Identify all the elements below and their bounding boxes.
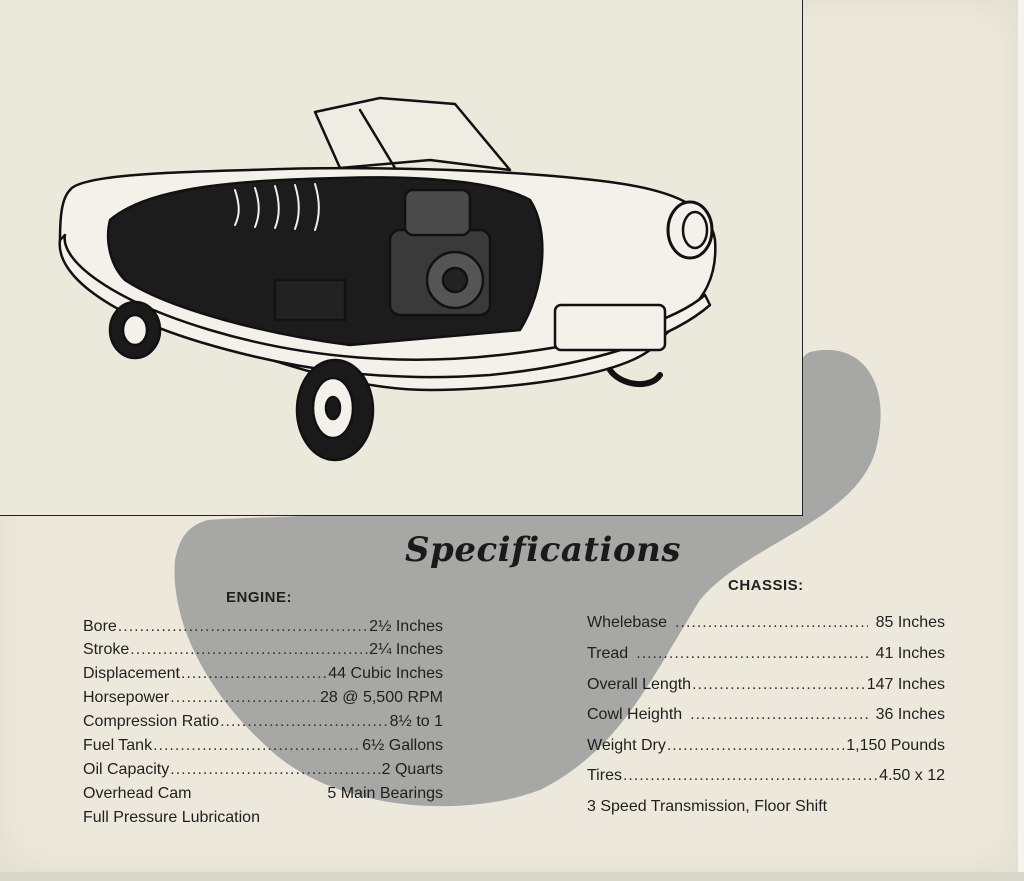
chassis-footer: 3 Speed Transmission, Floor Shift xyxy=(587,798,828,815)
spec-label: Displacement xyxy=(83,665,180,682)
leader-dots xyxy=(690,706,867,724)
spec-value: 147 Inches xyxy=(866,676,945,693)
spec-value: 4.50 x 12 xyxy=(879,767,945,784)
cutaway-car-illustration xyxy=(50,90,730,470)
engine-heading: ENGINE: xyxy=(226,589,293,606)
leader-dots xyxy=(153,737,361,755)
chassis-row-overall-length xyxy=(587,676,945,698)
spec-value: 6½ Gallons xyxy=(362,737,443,754)
spec-value: 8½ to 1 xyxy=(389,713,443,730)
spec-value: 44 Cubic Inches xyxy=(328,665,443,682)
engine-row-stroke xyxy=(83,641,443,663)
spec-value: 2½ Inches xyxy=(369,618,443,635)
spec-label: Tread xyxy=(587,645,629,662)
leader-dots xyxy=(636,645,867,663)
spec-label: Stroke xyxy=(83,641,130,658)
spec-value: 1,150 Pounds xyxy=(846,737,945,754)
spec-value: 41 Inches xyxy=(875,645,945,662)
engine-row-bore xyxy=(83,618,443,640)
leader-dots xyxy=(170,689,319,707)
engine-row-fuel-tank xyxy=(83,737,443,759)
spec-value: 85 Inches xyxy=(875,614,945,631)
spec-value: 36 Inches xyxy=(875,706,945,723)
spec-label: Horsepower xyxy=(83,689,170,706)
leader-dots xyxy=(667,737,845,755)
spec-value: 28 @ 5,500 RPM xyxy=(320,689,443,706)
chassis-row-cowl-height xyxy=(587,706,945,728)
leader-dots xyxy=(623,767,878,785)
chassis-heading: CHASSIS: xyxy=(728,577,804,594)
spec-value: 2¼ Inches xyxy=(369,641,443,658)
leader-dots xyxy=(170,761,380,779)
leader-dots xyxy=(118,618,368,636)
page-title: Specifications xyxy=(405,530,682,570)
leader-dots xyxy=(220,713,389,731)
engine-row-displacement xyxy=(83,665,443,687)
spec-label: Weight Dry xyxy=(587,737,666,754)
leader-dots xyxy=(181,665,327,683)
chassis-row-tires xyxy=(587,767,945,789)
spec-label: Whelebase xyxy=(587,614,668,631)
leader-dots xyxy=(675,614,868,632)
engine-row-compression-ratio xyxy=(83,713,443,735)
engine-footer: Full Pressure Lubrication xyxy=(83,809,260,826)
chassis-row-tread xyxy=(587,645,945,667)
leader-dots xyxy=(692,676,866,694)
spec-label: Fuel Tank xyxy=(83,737,153,754)
leader-dots xyxy=(130,641,368,659)
spec-label: Compression Ratio xyxy=(83,713,220,730)
spec-value: 2 Quarts xyxy=(381,761,443,778)
chassis-row-weight-dry xyxy=(587,737,945,759)
spec-label: Cowl Heighth xyxy=(587,706,683,723)
engine-row-overhead-cam xyxy=(83,785,443,807)
spec-label: Oil Capacity xyxy=(83,761,170,778)
spec-value: 5 Main Bearings xyxy=(327,785,443,802)
spec-label: Overhead Cam xyxy=(83,785,192,802)
spec-label: Bore xyxy=(83,618,117,635)
engine-row-oil-capacity xyxy=(83,761,443,783)
chassis-row-wheelbase xyxy=(587,614,945,636)
spec-label: Tires xyxy=(587,767,622,784)
engine-row-horsepower xyxy=(83,689,443,711)
spec-label: Overall Length xyxy=(587,676,692,693)
